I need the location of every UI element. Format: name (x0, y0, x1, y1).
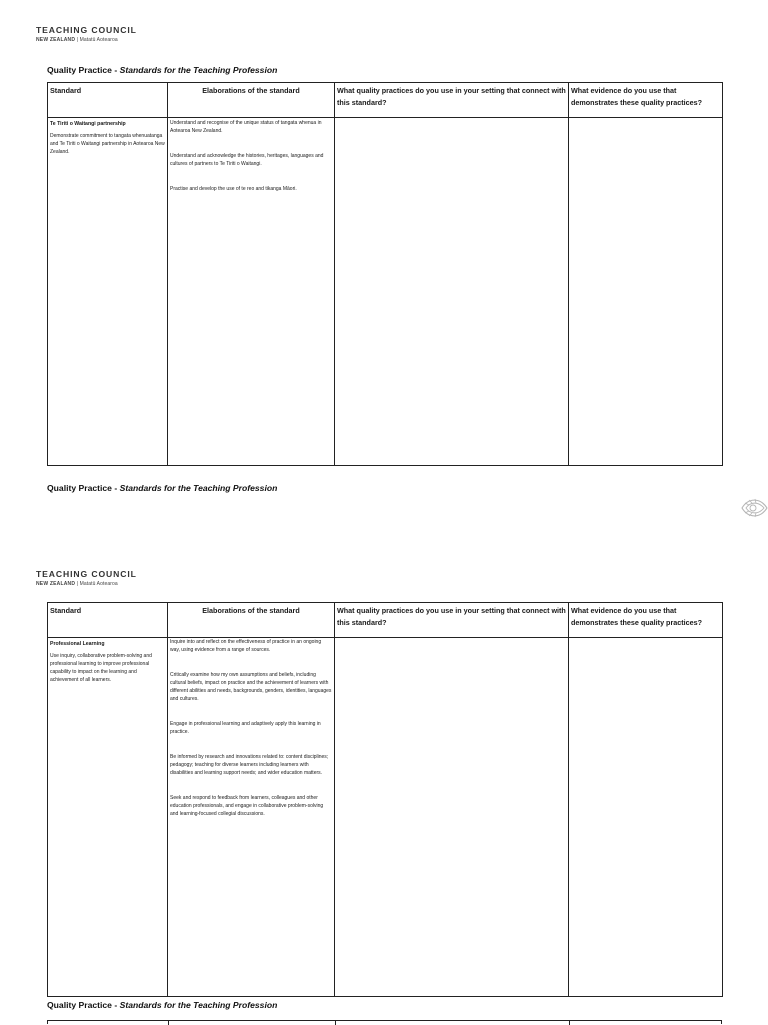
elaboration-item: Understand and recognise of the unique status of tangata whenua in Aotearoa New Zealand. (170, 120, 322, 134)
elaboration-item: Seek and respond to feedback from learners, colleagues and other education professionals, and engage in collaborative problem-solving and learning-focused collegial discussions. (170, 795, 324, 817)
elaboration-item: Understand and acknowledge the histories, heritages, languages and cultures of partners to Te Tiriti o Waitangi. (170, 153, 324, 167)
quality-practices-response-cell[interactable] (335, 118, 569, 466)
column-divider (335, 1021, 336, 1025)
page-footer: Quality Practice - Standards for the Teaching Profession (47, 1000, 278, 1010)
elaborations-cell (168, 118, 335, 466)
logo-title: TEACHING COUNCIL (36, 25, 137, 35)
next-table-top-edge (47, 1020, 722, 1024)
column-header-elaborations: Elaborations of the standard (168, 603, 335, 638)
evidence-response-cell[interactable] (569, 118, 723, 466)
column-header-standard: Standard (48, 603, 168, 638)
teaching-council-logo (36, 569, 137, 587)
standard-cell (48, 638, 168, 997)
column-header-quality-practices: What quality practices do you use in your setting that connect with this standard? (335, 603, 569, 638)
elaboration-item: Critically examine how my own assumptions and beliefs, including cultural beliefs, impact on practice and the achievement of learners with different abilities and needs, backgrounds, genders, identities, languages and cultures. (170, 672, 332, 702)
column-header-standard: Standard (48, 83, 168, 118)
logo-subtitle: NEW ZEALAND | Matatū Aotearoa (36, 37, 118, 43)
page-footer: Quality Practice - Standards for the Teaching Profession (47, 483, 278, 493)
elaboration-item: Inquire into and reflect on the effectiveness of practice in an ongoing way, using evidence from a range of sources. (170, 639, 322, 653)
elaboration-item: Engage in professional learning and adaptively apply this learning in practice. (170, 721, 321, 735)
elaboration-item: Practise and develop the use of te reo and tikanga Māori. (170, 186, 297, 192)
page-heading: Quality Practice - Standards for the Teaching Profession (47, 65, 278, 75)
column-header-evidence: What evidence do you use that demonstrates these quality practices? (569, 603, 723, 638)
logo-subtitle: NEW ZEALAND | Matatū Aotearoa (36, 581, 118, 587)
column-header-evidence: What evidence do you use that demonstrates these quality practices? (569, 83, 723, 118)
standards-table (47, 602, 723, 997)
column-divider (569, 1021, 570, 1025)
standard-description: Use inquiry, collaborative problem-solving and professional learning to improve professional capability to impact on the learning and achievement of all learners. (50, 653, 152, 683)
teaching-council-logo (36, 25, 137, 43)
elaborations-cell (168, 638, 335, 997)
standards-table (47, 82, 723, 466)
koru-fern-icon (740, 494, 768, 522)
standard-cell (48, 118, 168, 466)
column-header-elaborations: Elaborations of the standard (168, 83, 335, 118)
standard-title: Te Tiriti o Waitangi partnership (50, 121, 126, 127)
column-divider (168, 1021, 169, 1025)
elaboration-item: Be informed by research and innovations related to: content disciplines; pedagogy; teaching for diverse learners including learners with disabilities and learning support needs; and wider education matters. (170, 754, 329, 776)
standard-title: Professional Learning (50, 641, 105, 647)
standard-description: Demonstrate commitment to tangata whenuatanga and Te Tiriti o Waitangi partnership in Aotearoa New Zealand. (50, 133, 165, 155)
evidence-response-cell[interactable] (569, 638, 723, 997)
logo-title: TEACHING COUNCIL (36, 569, 137, 579)
quality-practices-response-cell[interactable] (335, 638, 569, 997)
column-header-quality-practices: What quality practices do you use in your setting that connect with this standard? (335, 83, 569, 118)
